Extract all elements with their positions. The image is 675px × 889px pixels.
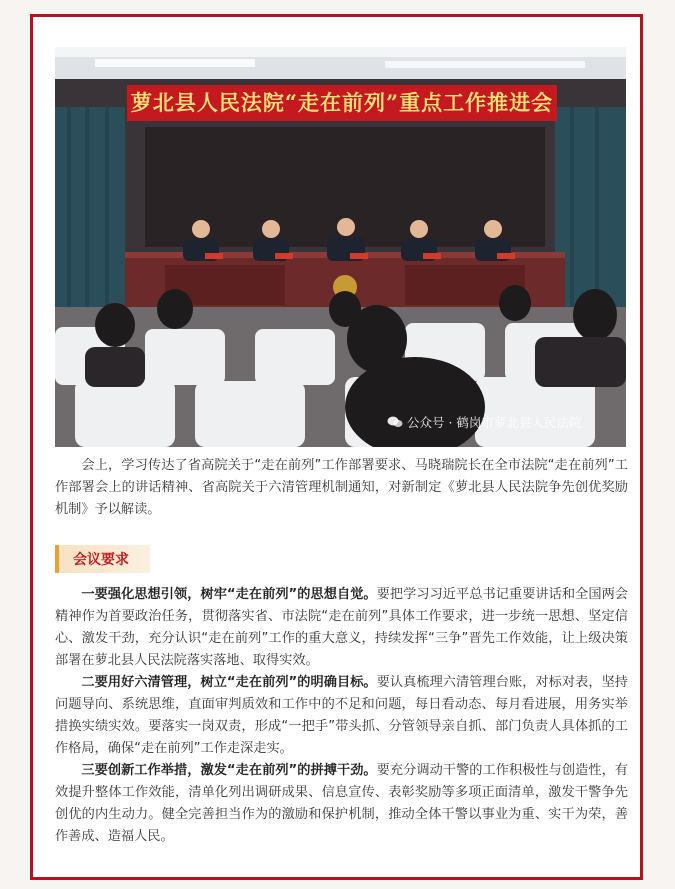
section-tag-bar — [55, 545, 59, 573]
requirement-item — [55, 584, 628, 672]
requirements-list — [55, 584, 628, 848]
section-tag — [55, 545, 150, 573]
requirement-body: 要把学习习近平总书记重要讲话和全国两会精神作为首要政治任务，贯彻落实省、市法院“走在前列”具体工作要求，进一步统一思想、坚定信心、激发干劲，充分认识“走在前列”工作的重大意义，持续发挥“三争”晋先工作效能，让上级决策部署在萝北县人民法院落实落地、取得实效。 — [55, 587, 628, 668]
section-title: 会议要求 — [73, 552, 129, 568]
watermark-text: 公众号 · 鹤岗市萝北县人民法院 — [407, 415, 582, 430]
watermark — [387, 413, 581, 431]
requirement-lead: 三要创新工作举措，激发“走在前列”的拼搏干劲。 — [81, 763, 377, 778]
banner-title: 萝北县人民法院“走在前列”重点工作推进会 — [130, 90, 554, 115]
requirement-body: 要充分调动干警的工作积极性与创造性，有效提升整体工作效能，清单化列出调研成果、信息宣传、表彰奖励等多项正面清单，激发干警争先创优的内生动力。健全完善担当作为的激励和保护机制，推动全体干警以事业为重、实干为荣，善作善成、造福人民。 — [55, 763, 628, 844]
article-frame — [30, 14, 643, 880]
requirement-item — [55, 672, 628, 760]
requirement-lead: 二要用好六清管理，树立“走在前列”的明确目标。 — [81, 675, 377, 690]
wechat-icon — [387, 416, 403, 428]
intro-paragraph: 会上，学习传达了省高院关于“走在前列”工作部署要求、马晓瑞院长在全市法院“走在前列”工作部署会上的讲话精神、省高院关于六清管理机制通知，对新制定《萝北县人民法院争先创优奖励机制》予以解读。 — [55, 458, 628, 517]
requirement-body: 要认真梳理六清管理台账，对标对表，坚持问题导向、系统思维，直面审判质效和工作中的不足和问题，每日看动态、每月看进展，用务实举措换实绩实效。要落实一岗双责，形成“一把手”带头抓、分管领导亲自抓、部门负责人具体抓的工作格局，确保“走在前列”工作走深走实。 — [55, 675, 628, 756]
requirement-lead: 一要强化思想引领，树牢“走在前列”的思想自觉。 — [81, 587, 377, 602]
meeting-photo — [55, 47, 626, 447]
requirement-item — [55, 760, 628, 848]
